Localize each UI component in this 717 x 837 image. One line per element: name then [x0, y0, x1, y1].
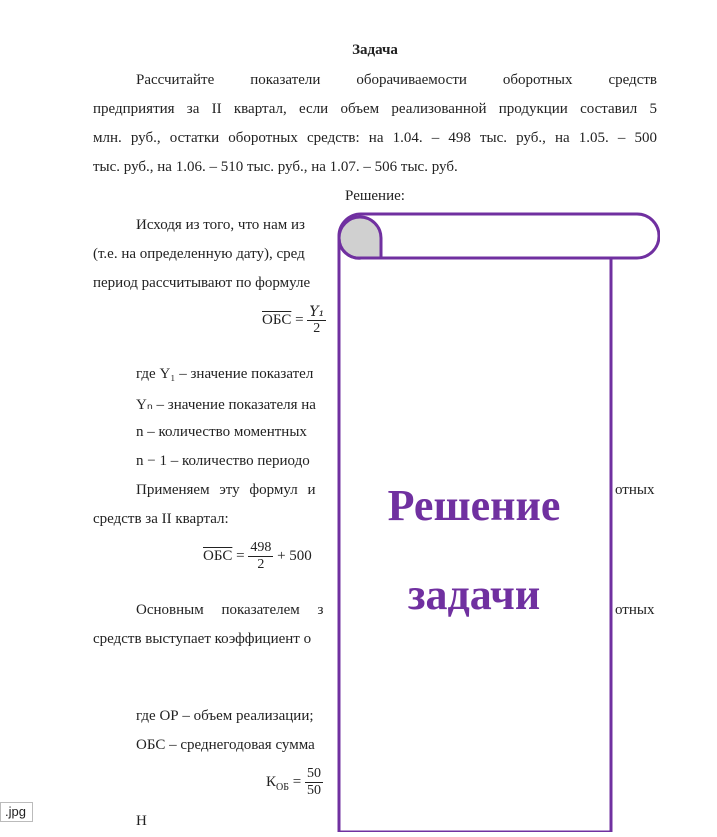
- scroll-title-line-1: Решение: [387, 481, 561, 530]
- formula-2-numerator: 498: [250, 540, 272, 555]
- formula-2: ОБС = $\frac{498}{2}$ + 500: [203, 540, 312, 572]
- body-line-2: (т.е. на определенную дату), сред: [93, 246, 305, 262]
- body-line-1: Исходя из того, что нам из: [136, 217, 305, 233]
- main-line: Основным показателем з: [136, 602, 324, 618]
- formula-2-plus: + 500: [277, 547, 312, 564]
- tail-letter: Н: [136, 813, 147, 829]
- formula-3-lhs: К: [266, 773, 277, 790]
- apply-line-2: средств за II квартал:: [93, 511, 229, 527]
- formula-3: $К_{ОБ}$ = $\frac{50}{50}$: [266, 766, 321, 798]
- formula-1-denominator: 2: [313, 321, 321, 336]
- apply-line-tail: отных: [615, 482, 655, 498]
- formula-3-denominator: 50: [306, 783, 321, 798]
- task-line-4: тыс. руб., на 1.06. – 510 тыс. руб., на 1.07. – 506 тыс. руб.: [93, 159, 458, 175]
- scroll-banner[interactable]: [337, 212, 660, 832]
- body-line-3: период рассчитывают по формуле: [93, 275, 311, 291]
- task-heading: Задача: [352, 42, 398, 58]
- formula-2-lhs: ОБС: [203, 547, 233, 564]
- file-extension-tag: .jpg: [0, 802, 33, 822]
- formula-3-numerator: 50: [306, 766, 321, 781]
- formula-3-sub: ОБ: [276, 781, 289, 793]
- where-line-1: где Y₁ – значение показател: [136, 366, 314, 382]
- apply-line: Применяем эту формул и: [136, 482, 316, 498]
- task-line-2: предприятия за II квартал, если объем реализованной продукции составил 5: [93, 101, 657, 117]
- scroll-title-line-2: задачи: [407, 570, 541, 619]
- main-line-2: средств выступает коэффициент о: [93, 631, 312, 647]
- main-line-tail: отных: [615, 602, 655, 618]
- where-line-2: Yₙ – значение показателя на: [136, 397, 316, 413]
- where-line-4: n − 1 – количество периодо: [136, 453, 310, 469]
- formula-1-fraction: [307, 304, 326, 337]
- formula-1-numerator: Y₁: [309, 304, 325, 320]
- where2-line-2: ОБС – среднегодовая сумма: [136, 737, 315, 753]
- solution-heading: Решение:: [345, 188, 405, 204]
- task-line-1: Рассчитайте показатели оборачиваемости оборотных средств: [136, 72, 657, 88]
- where-line-3: n – количество моментных: [136, 424, 307, 440]
- formula-1-lhs: ОБС: [262, 311, 292, 328]
- formula-1: ОБС = $\frac{\text{Y₁}}{2}$: [262, 304, 325, 336]
- formula-2-fraction: [248, 540, 273, 573]
- formula-3-fraction: [305, 766, 323, 799]
- formula-2-denominator: 2: [257, 557, 265, 572]
- where2-line-1: где ОР – объем реализации;: [136, 708, 314, 724]
- task-line-3: млн. руб., остатки оборотных средств: на 1.04. – 498 тыс. руб., на 1.05. – 500: [93, 130, 657, 146]
